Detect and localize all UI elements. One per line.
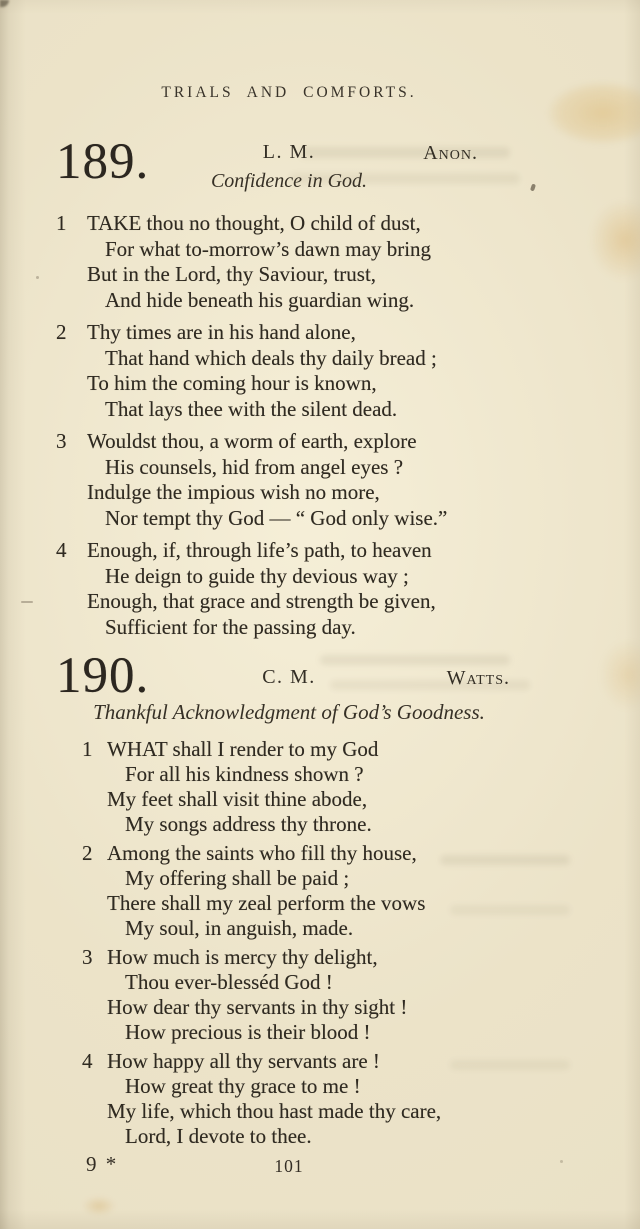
verse-line: Thou ever-blesséd God ! bbox=[125, 970, 333, 994]
stanza bbox=[56, 211, 578, 313]
verse-line: He deign to guide thy devious way ; bbox=[105, 563, 409, 588]
hymn-189-header bbox=[0, 131, 578, 207]
hymn-number: 190. bbox=[56, 648, 150, 704]
verse-line: Indulge the impious wish no more, bbox=[87, 480, 380, 504]
verse-line: But in the Lord, thy Saviour, trust, bbox=[87, 262, 377, 286]
verse-line: That lays thee with the silent dead. bbox=[105, 396, 398, 421]
verse-line: To him the coming hour is known, bbox=[87, 371, 377, 395]
verse-line: Thy times are in his hand alone, bbox=[87, 320, 356, 344]
hymn-number: 189. bbox=[56, 134, 150, 190]
verse-line: Sufficient for the passing day. bbox=[105, 614, 356, 639]
verse-line: My offering shall be paid ; bbox=[125, 866, 350, 890]
verse-line: How much is mercy thy delight, bbox=[107, 945, 378, 969]
hymn-subtitle: Thankful Acknowledgment of God’s Goodness. bbox=[93, 700, 485, 724]
page-footer bbox=[0, 1152, 578, 1177]
verse-line: His counsels, hid from angel eyes ? bbox=[105, 454, 404, 479]
stanza bbox=[82, 1049, 578, 1149]
stanza-lines bbox=[87, 211, 578, 313]
verse-line: Among the saints who fill thy house, bbox=[107, 841, 417, 865]
verse-line: WHAT shall I render to my God bbox=[107, 737, 379, 761]
verse-line: How precious is their blood ! bbox=[125, 1020, 371, 1044]
stanza bbox=[82, 841, 578, 941]
stanza bbox=[56, 320, 578, 422]
verse-line: My soul, in anguish, made. bbox=[125, 916, 354, 940]
verse-line: Wouldst thou, a worm of earth, explore bbox=[87, 429, 417, 453]
hymn-190-header bbox=[0, 647, 578, 733]
verse-line: Nor tempt thy God — “ God only wise.” bbox=[105, 505, 448, 530]
stanza bbox=[82, 945, 578, 1045]
hymn-meter: C. M. bbox=[262, 666, 316, 688]
verse-line: That hand which deals thy daily bread ; bbox=[105, 345, 437, 370]
stanza-lines bbox=[107, 1049, 578, 1149]
stanza-lines bbox=[107, 841, 578, 941]
stanza-number: 3 bbox=[56, 429, 67, 453]
stanza-lines bbox=[107, 737, 578, 837]
paper-stain bbox=[600, 640, 640, 710]
stanza-number: 2 bbox=[56, 320, 67, 344]
stanza bbox=[56, 538, 578, 640]
stanza-number: 4 bbox=[56, 538, 67, 562]
hymn-189-stanzas bbox=[0, 211, 578, 640]
stanza-number: 4 bbox=[82, 1049, 93, 1073]
hymn-author: Anon. bbox=[423, 142, 478, 164]
verse-line: How great thy grace to me ! bbox=[125, 1074, 361, 1098]
stanza-lines bbox=[87, 320, 578, 422]
hymn-190-stanzas bbox=[0, 737, 578, 1149]
verse-line: How happy all thy servants are ! bbox=[107, 1049, 380, 1073]
page-number: 101 bbox=[274, 1156, 304, 1176]
verse-line: Enough, if, through life’s path, to heaven bbox=[87, 538, 432, 562]
stanza-lines bbox=[87, 429, 578, 531]
verse-line: There shall my zeal perform the vows bbox=[107, 891, 426, 915]
stanza-lines bbox=[107, 945, 578, 1045]
verse-line: My life, which thou hast made thy care, bbox=[107, 1099, 442, 1123]
hymn-190 bbox=[0, 647, 578, 1149]
stanza bbox=[82, 737, 578, 837]
hymn-author: Watts. bbox=[446, 667, 510, 689]
running-header: TRIALS AND COMFORTS. bbox=[161, 84, 417, 101]
hymn-189 bbox=[0, 131, 578, 640]
verse-line: Enough, that grace and strength be given, bbox=[87, 589, 436, 613]
stanza-number: 1 bbox=[56, 211, 67, 235]
verse-line: And hide beneath his guardian wing. bbox=[105, 287, 415, 312]
hymn-subtitle: Confidence in God. bbox=[210, 170, 368, 192]
stanza-number: 2 bbox=[82, 841, 93, 865]
stanza bbox=[56, 429, 578, 531]
hymn-meter: L. M. bbox=[262, 141, 316, 163]
stanza-number: 3 bbox=[82, 945, 93, 969]
stanza-number: 1 bbox=[82, 737, 93, 761]
stanza-lines bbox=[87, 538, 578, 640]
verse-line: My songs address thy throne. bbox=[125, 812, 372, 836]
verse-line: For what to-morrow’s dawn may bring bbox=[105, 236, 432, 261]
paper-stain bbox=[590, 200, 640, 280]
verse-line: TAKE thou no thought, O child of dust, bbox=[87, 211, 421, 235]
verse-line: Lord, I devote to thee. bbox=[125, 1124, 312, 1148]
paper-stain bbox=[82, 1196, 116, 1216]
verse-line: My feet shall visit thine abode, bbox=[107, 787, 368, 811]
signature-mark: 9 * bbox=[86, 1152, 119, 1176]
verse-line: How dear thy servants in thy sight ! bbox=[107, 995, 408, 1019]
verse-line: For all his kindness shown ? bbox=[125, 762, 364, 786]
